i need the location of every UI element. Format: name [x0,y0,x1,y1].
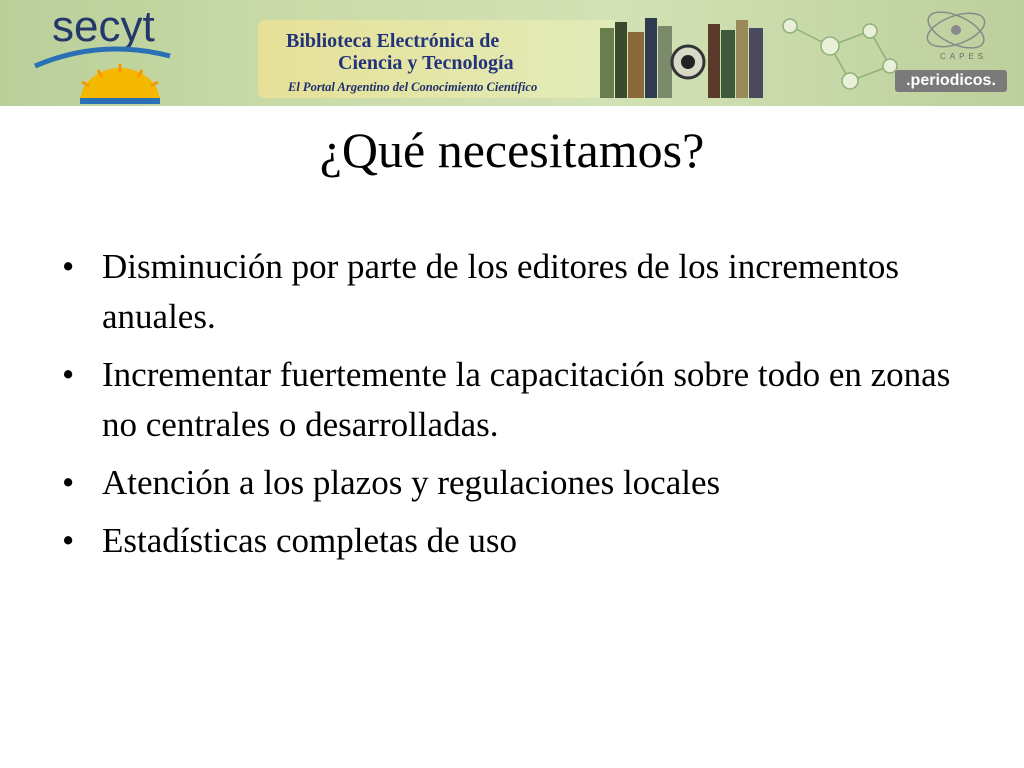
bullet-item [62,350,962,450]
banner-title-line1: Biblioteca Electrónica de [286,30,500,52]
header-banner [0,0,1024,106]
banner-subtitle: El Portal Argentino del Conocimiento Científico [288,80,538,94]
bullet-marker: • [62,355,75,394]
bullet-text: Disminución por parte de los editores de los incrementos anuales. [102,247,900,336]
bullet-marker: • [62,521,75,560]
capes-orbit-icon [916,6,996,52]
sun-icon [70,62,170,106]
secyt-logo: secyt [52,2,155,51]
bullet-item [62,242,962,342]
bullet-item [62,516,962,566]
bullet-marker: • [62,247,75,286]
bullet-list [62,242,962,574]
bullet-text: Atención a los plazos y regulaciones locales [102,463,721,502]
books-graphic [600,18,770,102]
molecule-network-graphic [780,6,910,102]
slide-title: ¿Qué necesitamos? [319,122,705,178]
bullet-item [62,458,962,508]
banner-title-line2: Ciencia y Tecnología [338,52,514,74]
capes-label: CAPES [940,52,988,61]
periodicos-logo: .periodicos. [895,70,1007,92]
bullet-text: Incrementar fuertemente la capacitación sobre todo en zonas no centrales o desarrolladas. [102,355,951,444]
bullet-text: Estadísticas completas de uso [102,521,518,560]
bullet-marker: • [62,463,75,502]
